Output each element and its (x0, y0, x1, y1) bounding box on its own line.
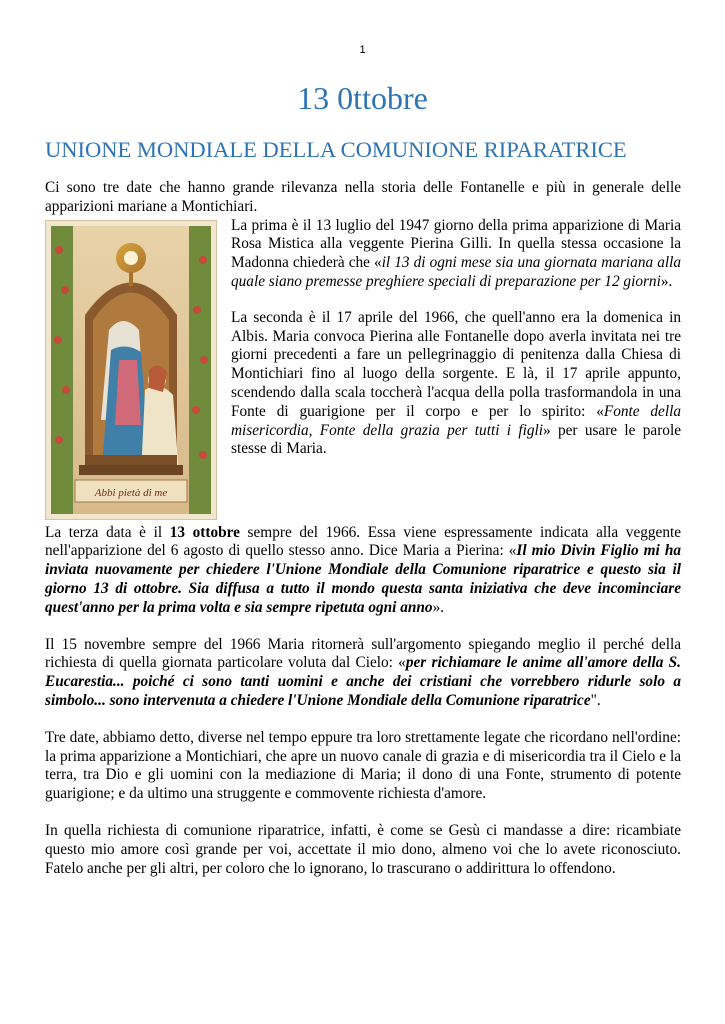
holy-card-caption: Abbi pietà di me (94, 486, 168, 499)
paragraph-summary: Tre date, abbiamo detto, diverse nel tempo eppure tra loro strettamente legate che ricordano nell'ordine: la prima apparizione a Montichiari, che apre un nuovo canale di grazia e di misericordia tra il Cielo e la terra, tra Dio e gli uomini con la mediazione di Maria; il dono di una Fonte, strumento di potente guarigione; e da ultimo una struggente e commovente richiesta d'amore. (45, 728, 681, 803)
paragraph-third-date: La terza data è il 13 ottobre sempre del 1966. Essa viene espressamente indicata alla veggente nell'apparizione del 6 agosto di quello stesso anno. Dice Maria a Pierina: «Il mio Divin Figlio mi ha inviata nuovamente per chiedere l'Unione Mondiale della Comunione riparatrice e questo sia il giorno 13 di ottobre. Sia diffusa a tutto il mondo questa santa iniziativa che deve incominciare quest'anno per la prima volta e sia sempre ripetuta ogni anno». (45, 523, 682, 616)
madonna-holy-card-illustration (45, 220, 217, 520)
page-title: 13 0ttobre (297, 80, 428, 116)
article-body (45, 179, 681, 896)
paragraph-conclusion: In quella richiesta di comunione riparatrice, infatti, è come se Gesù ci mandasse a dire: ricambiate questo mio amore così grande per voi, accettate il mio dono, almeno voi che lo avete riconosciuto. Fatelo anche per gli altri, per coloro che lo ignorano, lo trascurano o addirittura lo offendono. (45, 821, 681, 877)
paragraph-intro: Ci sono tre date che hanno grande rilevanza nella storia delle Fontanelle e più in generale delle apparizioni mariane a Montichiari. (45, 179, 681, 215)
page-subtitle: UNIONE MONDIALE DELLA COMUNIONE RIPARATRICE (45, 137, 627, 162)
page-number: 1 (359, 44, 366, 56)
paragraph-november-message: Il 15 novembre sempre del 1966 Maria ritornerà sull'argomento spiegando meglio il perché della richiesta di quella giornata particolare voluta dal Cielo: «per richiamare le anime all'amore della S. Eucarestia... poiché ci sono tanti uomini e anche dei cristiani che vorrebbero ridurle solo a simbolo... sono intervenuta a chiedere l'Unione Mondiale della Comunione riparatrice". (45, 635, 681, 709)
paragraph-first-date: La prima è il 13 luglio del 1947 giorno della prima apparizione di Maria Rosa Mistica alla veggente Pierina Gilli. In quella stessa occasione la Madonna chiederà che «il 13 di ogni mese sia una giornata mariana alla quale siano premesse preghiere speciali di preparazione per 12 giorni». (231, 216, 681, 290)
holy-card-image (45, 220, 223, 520)
paragraph-second-date: La seconda è il 17 aprile del 1966, che quell'anno era la domenica in Albis. Maria convoca Pierina alle Fontanelle dopo averla invitata nei tre giorni precedenti a fare un pellegrinaggio di penitenza dalla Chiesa di Montichiari fino al luogo della sorgente. E là, il 17 aprile appunto, scendendo dalla scala toccherà l'acqua della polla trasformandola in una Fonte di guarigione per il corpo e per lo spirito: «Fonte della misericordia, Fonte della grazia per tutti i figli» per usare le parole stesse di Maria. (231, 308, 681, 458)
